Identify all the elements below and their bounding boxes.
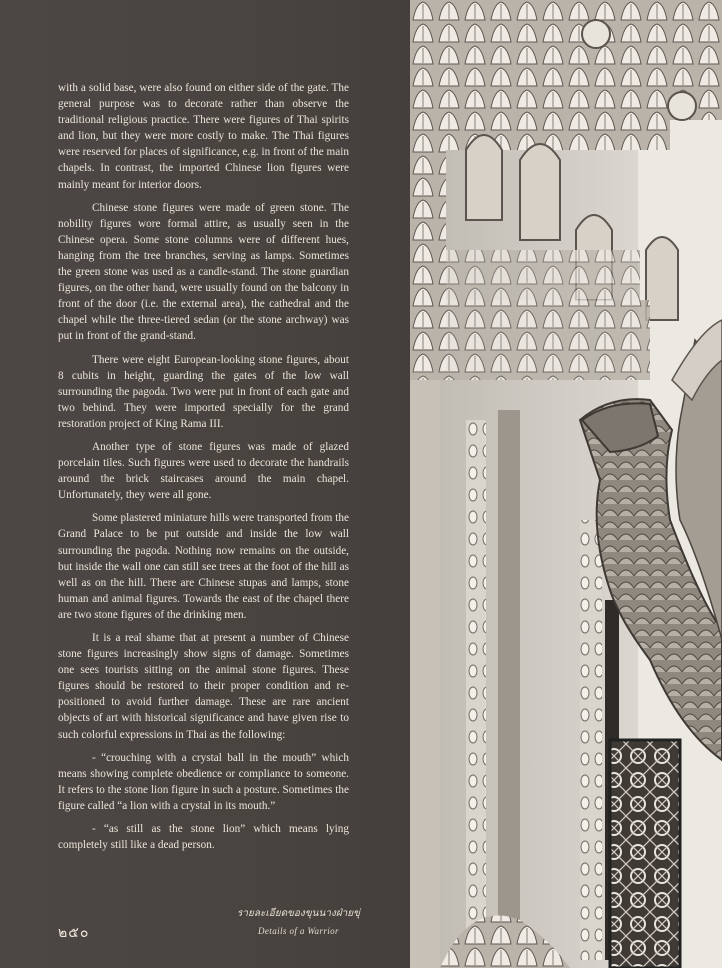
quote-crystal-ball: - “crouching with a crystal ball in the mouth” which means showing complete obedience or compliance to someone. It refers to the stone lion figure in such a posture. Sometimes the figure called “a lion with a crystal in its mouth.” [58,751,349,812]
english-caption: Details of a Warrior [258,926,339,936]
paragraph-continuation: with a solid base, were also found on either side of the gate. The general purpose was to decorate rather than observe the traditional religious practice. There were figures of Thai spirits and lion, but they were more costly to make. The Thai figures were reserved for places of significance, e.g. in front of the main chapels. In contrast, the imported Chinese lion figures were mainly meant for interior doors. [58,82,349,191]
quote-stone-lion: - “as still as the stone lion” which means lying completely still like a dead person. [58,823,349,852]
thai-caption: รายละเอียดของขุนนางฝ่ายขุ่ [236,908,360,919]
paragraph-damage: It is a real shame that at present a number of Chinese stone figures increasingly show signs of damage. Sometimes one sees tourists sitting on the animal stone figures. These figures should be restored to their proper condition and re-positioned to avoid further damage. These are rare ancient objects of art with historical significance and have given rise to such colorful expressions in Thai as the following: [58,632,349,741]
paragraph-european-figures: There were eight European-looking stone figures, about 8 cubits in height, guarding the gates of the low wall surrounding the pagoda. Two were put in front of each gate and two behind. They were imported specially for the grand restoration project of King Rama III. [58,353,349,430]
temple-photo [410,0,722,968]
page-number: ๒๕๐ [58,926,90,941]
paragraph-miniature-hills: Some plastered miniature hills were transported from the Grand Palace to be put outside and inside the low wall surrounding the pagoda. Nothing now remains on the outside, but inside the wall one can still see trees at the foot of the hill as well as on the hill. There are Chinese stupas and lamps, stone human and animal figures. Towards the east of the chapel there are two stone figures of the drinking men. [58,512,349,621]
temple-ornament-illustration [410,0,722,968]
article-body [58,80,349,860]
paragraph-porcelain-figures: Another type of stone figures was made of glazed porcelain tiles. Such figures were used to decorate the handrails around the brick staircases around the main chapel. Unfortunately, they were all gone. [58,440,349,502]
paragraph-chinese-stone: Chinese stone figures were made of green stone. The nobility figures wore formal attire, as usually seen in the Chinese opera. Some stone columns were of different hues, hanging from the tree branches, serving as lamps. Sometimes the green stone was used as a candle-stand. The stone guardian figures, on the other hand, were usually found on the balcony in front of the door (i.e. the external area), the cathedral and the chapel while the three-tiered sedan (or the stone archway) was put in front of the grand-stand. [58,201,349,343]
